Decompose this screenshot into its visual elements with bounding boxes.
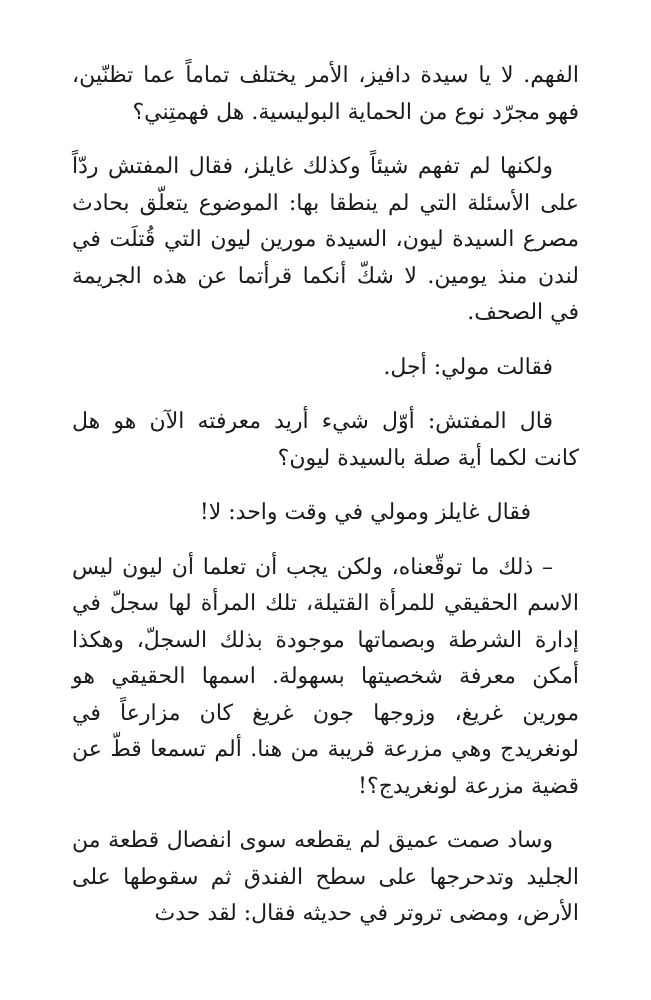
- paragraph-2: ولكنها لم تفهم شيئاً وكذلك غايلز، فقال المفتش ردّاً على الأسئلة التي لم ينطقا بها: الموضوع يتعلّق بحادث مصرع السيدة ليون، السيدة مورين ليون التي قُتلَت في لندن منذ يومين. لا شكّ أنكما قرأتما عن هذه الجريمة في الصحف.: [72, 154, 579, 325]
- paragraph-3: فقالت مولي: أجل.: [383, 354, 553, 380]
- paragraph-4: قال المفتش: أوّل شيء أريد معرفته الآن هو هل كانت لكما أية صلة بالسيدة ليون؟: [72, 409, 579, 471]
- paragraph-7: وساد صمت عميق لم يقطعه سوى انفصال قطعة من الجليد وتدحرجها على سطح الفندق ثم سقوطها على الأرض، ومضى تروتر في حديثه فقال: لقد حدث: [72, 828, 579, 926]
- paragraph-1: الفهم. لا يا سيدة دافيز، الأمر يختلف تماماً عما تظنّين، فهو مجرّد نوع من الحماية البوليسية. هل فهمتِني؟: [72, 63, 579, 125]
- paragraph-6: – ذلك ما توقّعناه، ولكن يجب أن تعلما أن ليون ليس الاسم الحقيقي للمرأة القتيلة، تلك المرأة لها سجلّ في إدارة الشرطة وبصماتها موجودة بذلك السجلّ، وهكذا أمكن معرفة شخصيتها بسهولة. اسمها الحقيقي هو مورين غريغ، وزوجها جون غريغ كان مزارعاً في لونغريدج وهي مزرعة قريبة من هنا. ألم تسمعا قطّ عن قضية مزرعة لونغريدج؟!: [72, 554, 579, 799]
- paragraph-5: فقال غايلز ومولي في وقت واحد: لا!: [199, 500, 531, 525]
